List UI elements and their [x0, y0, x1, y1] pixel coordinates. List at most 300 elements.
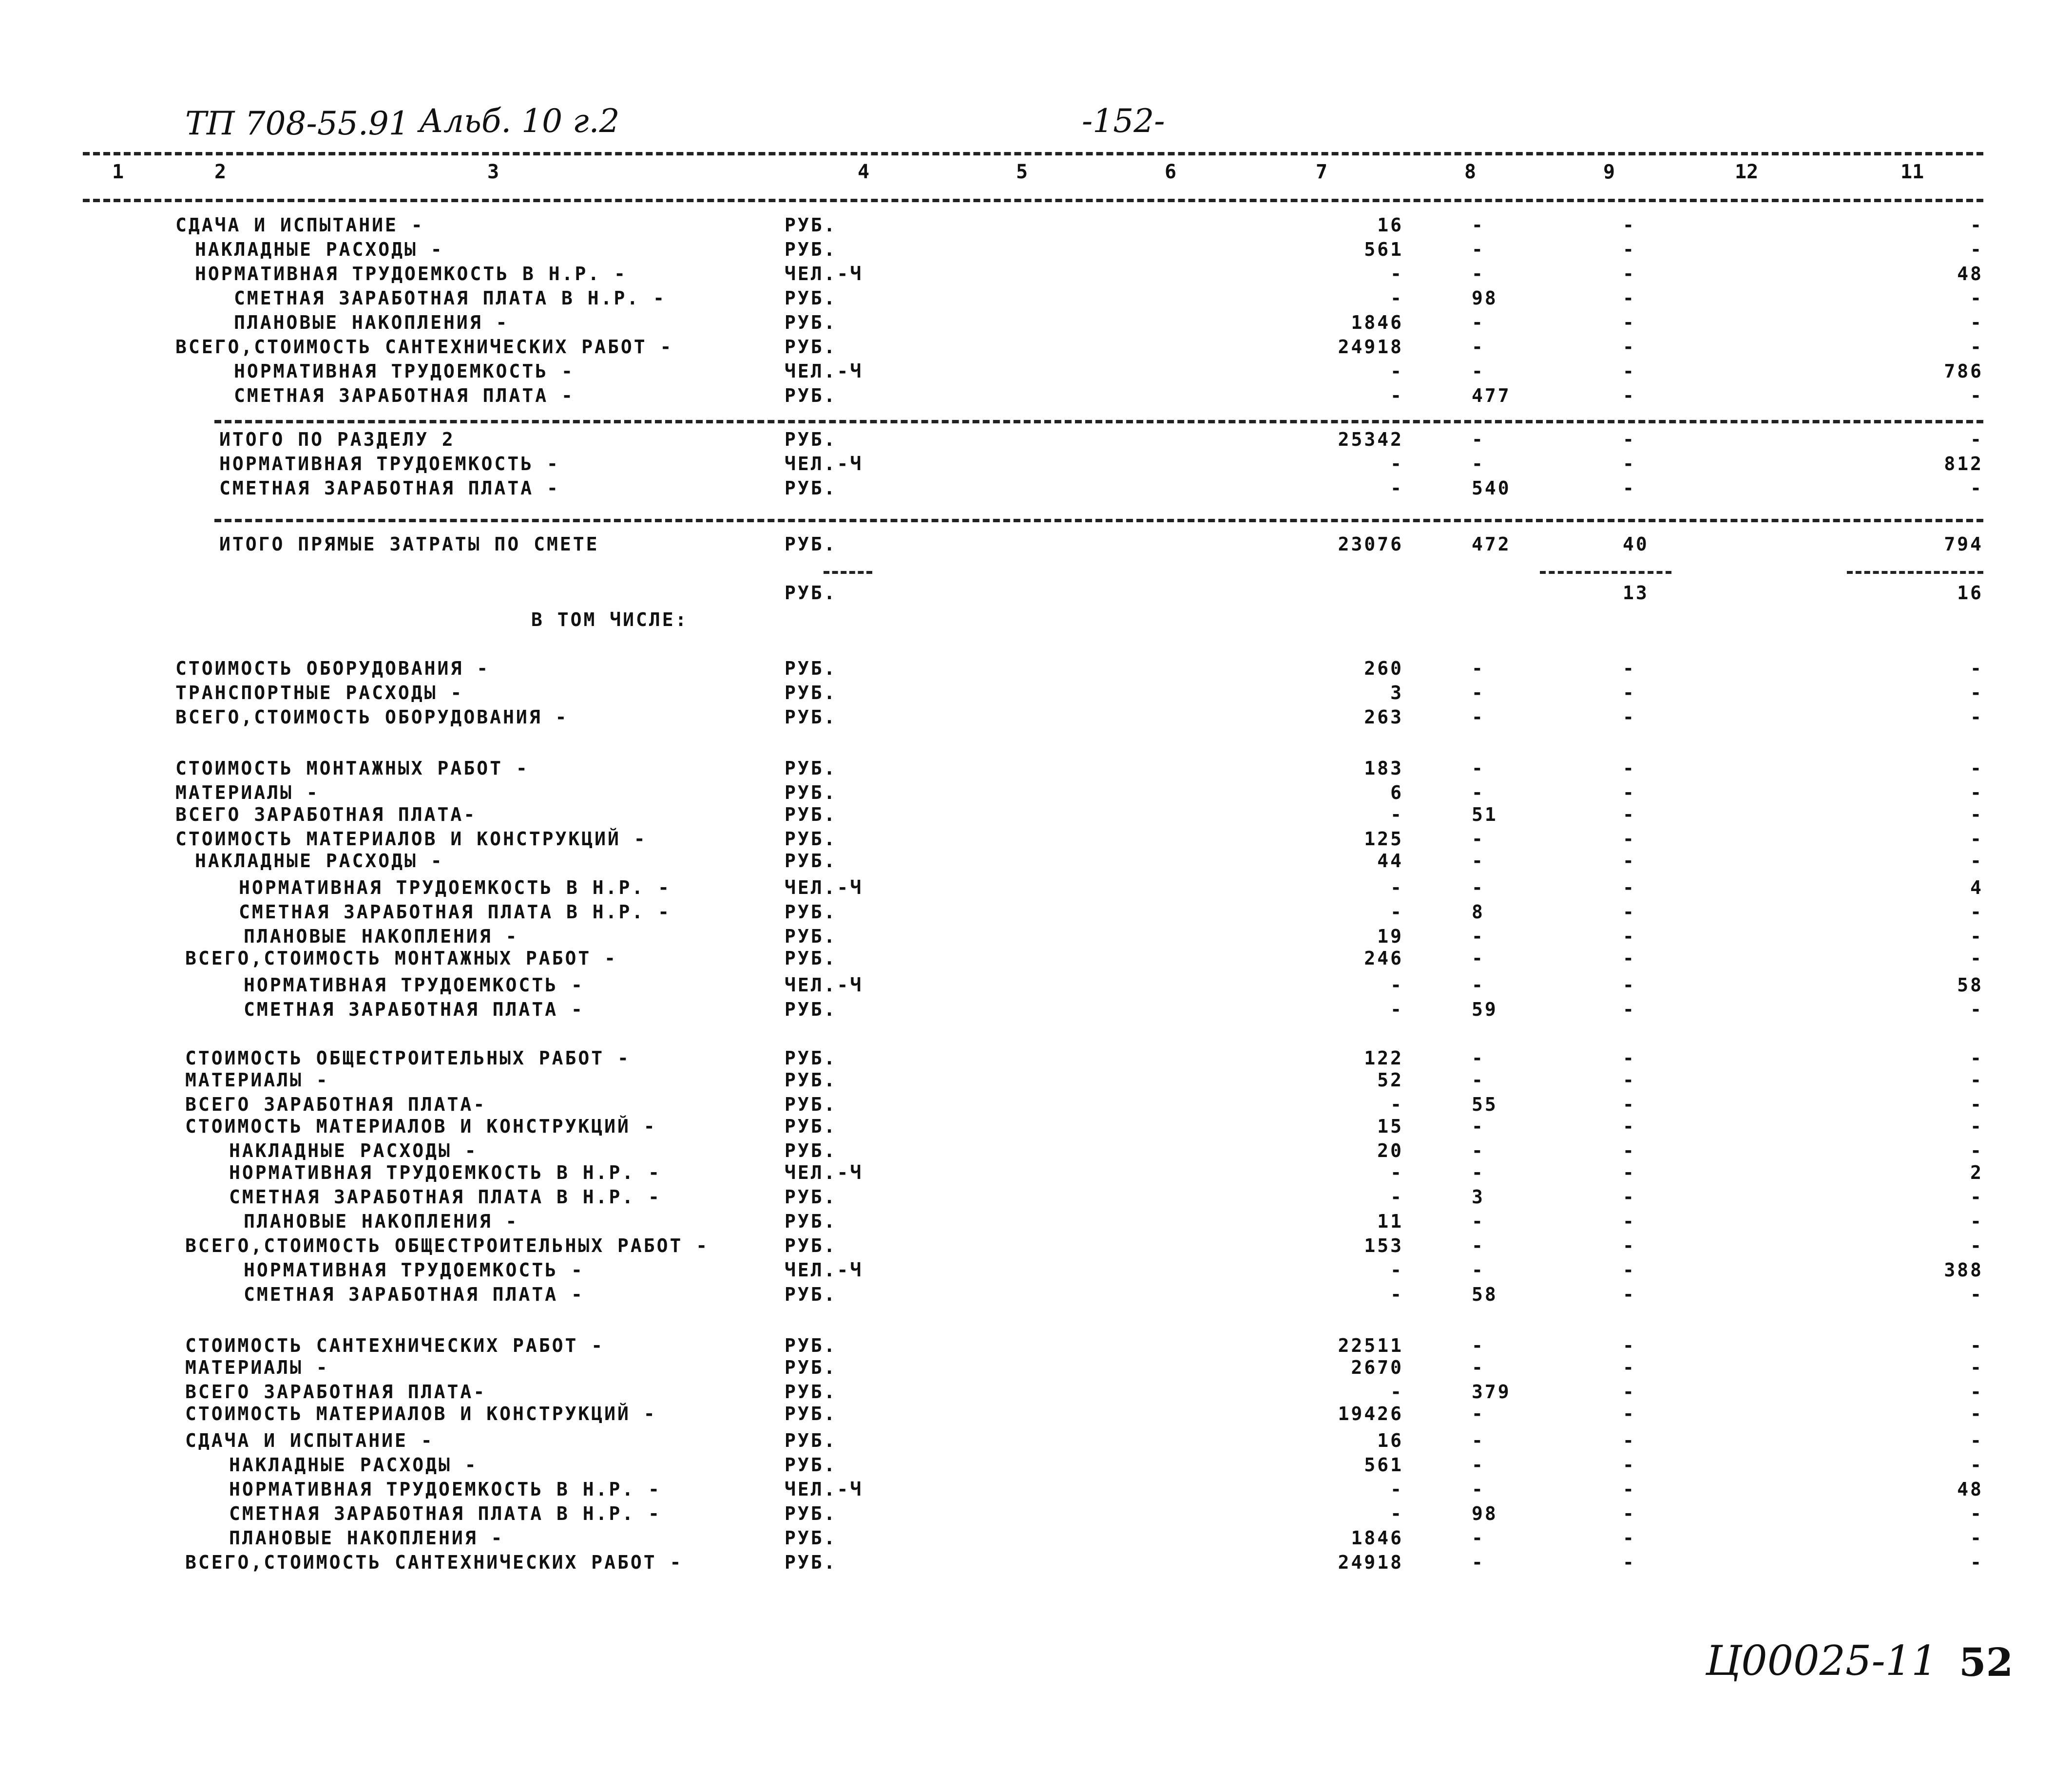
cell-col11: -	[1970, 1186, 1983, 1208]
cell-col7: -	[1390, 1186, 1403, 1208]
cell-col11: -	[1970, 682, 1983, 703]
row-label: В ТОМ ЧИСЛЕ:	[531, 609, 689, 630]
table-row	[0, 1284, 2072, 1308]
row-unit: РУБ.	[785, 706, 837, 728]
row-unit: РУБ.	[785, 1235, 837, 1256]
cell-col7: 6	[1390, 782, 1403, 803]
cell-col7: 15	[1377, 1116, 1403, 1137]
column-number: 8	[1464, 161, 1477, 183]
row-unit: РУБ.	[785, 336, 837, 358]
table-row	[0, 385, 2072, 409]
row-unit: РУБ.	[785, 1381, 837, 1403]
cell-col8: -	[1472, 361, 1485, 382]
cell-col11: -	[1970, 336, 1983, 358]
cell-col7: 44	[1377, 850, 1403, 872]
table-row	[0, 1094, 2072, 1118]
cell-col8: 540	[1472, 477, 1511, 499]
row-label: СМЕТНАЯ ЗАРАБОТНАЯ ПЛАТА -	[219, 477, 560, 499]
row-label: СМЕТНАЯ ЗАРАБОТНАЯ ПЛАТА В Н.Р. -	[229, 1503, 661, 1524]
row-label: ВСЕГО,СТОИМОСТЬ САНТЕХНИЧЕСКИХ РАБОТ -	[175, 336, 673, 358]
cell-col7: 561	[1364, 1454, 1403, 1476]
table-row	[0, 1527, 2072, 1552]
cell-col8: -	[1472, 850, 1485, 872]
cell-col8: -	[1472, 974, 1485, 996]
column-number: 3	[487, 161, 499, 183]
cell-col11: -	[1970, 758, 1983, 779]
row-label: СТОИМОСТЬ МАТЕРИАЛОВ И КОНСТРУКЦИЙ -	[185, 1403, 657, 1424]
row-label: ВСЕГО,СТОИМОСТЬ МОНТАЖНЫХ РАБОТ -	[185, 948, 617, 969]
cell-col8: -	[1472, 1527, 1485, 1549]
row-label: НОРМАТИВНАЯ ТРУДОЕМКОСТЬ В Н.Р. -	[195, 263, 627, 285]
cell-col7: -	[1390, 1381, 1403, 1403]
row-label: СДАЧА И ИСПЫТАНИЕ -	[175, 214, 424, 236]
cell-col7: 1846	[1351, 1527, 1403, 1549]
cell-col11: -	[1970, 706, 1983, 728]
cell-col9: -	[1623, 901, 1636, 923]
cell-col9: -	[1623, 804, 1636, 825]
cell-col9: -	[1623, 782, 1636, 803]
row-unit: РУБ.	[785, 239, 837, 260]
cell-col8: -	[1472, 453, 1485, 474]
cell-col8: -	[1472, 239, 1485, 260]
cell-col9: -	[1623, 1335, 1636, 1356]
cell-col8: 472	[1472, 533, 1511, 555]
cell-col7: -	[1390, 901, 1403, 923]
section-rule-2	[214, 519, 1983, 522]
cell-col9: -	[1623, 1069, 1636, 1091]
cell-col8: -	[1472, 429, 1485, 450]
cell-col9: 40	[1623, 533, 1649, 555]
row-label: ИТОГО ПРЯМЫЕ ЗАТРАТЫ ПО СМЕТЕ	[219, 533, 599, 555]
row-unit: РУБ.	[785, 429, 837, 450]
cell-col7: 19426	[1338, 1403, 1403, 1424]
cell-col7: 183	[1364, 758, 1403, 779]
table-row	[0, 804, 2072, 828]
column-number: 6	[1165, 161, 1177, 183]
cell-col8: -	[1472, 1116, 1485, 1137]
cell-col9: -	[1623, 1235, 1636, 1256]
table-row	[0, 901, 2072, 926]
cell-col11: -	[1970, 1235, 1983, 1256]
row-unit: РУБ.	[785, 682, 837, 703]
row-label: МАТЕРИАЛЫ -	[185, 1357, 329, 1378]
cell-col7: 22511	[1338, 1335, 1403, 1356]
cell-col8: -	[1472, 1430, 1485, 1451]
cell-col8: -	[1472, 1479, 1485, 1500]
cell-col8: -	[1472, 877, 1485, 898]
cell-col9: -	[1623, 999, 1636, 1020]
cell-col7: 11	[1377, 1211, 1403, 1232]
row-label: ТРАНСПОРТНЫЕ РАСХОДЫ -	[175, 682, 464, 703]
cell-col11: -	[1970, 804, 1983, 825]
cell-col7: 263	[1364, 706, 1403, 728]
row-unit: РУБ.	[785, 1284, 837, 1305]
table-row	[0, 1479, 2072, 1503]
cell-col9: -	[1623, 948, 1636, 969]
table-row	[0, 828, 2072, 853]
row-label: НАКЛАДНЫЕ РАСХОДЫ -	[195, 850, 444, 872]
cell-col7: 122	[1364, 1047, 1403, 1069]
cell-col8: 8	[1472, 901, 1485, 923]
row-label: СМЕТНАЯ ЗАРАБОТНАЯ ПЛАТА В Н.Р. -	[234, 287, 666, 309]
row-label: ПЛАНОВЫЕ НАКОПЛЕНИЯ -	[229, 1527, 504, 1549]
table-row	[0, 877, 2072, 901]
table-row	[0, 1357, 2072, 1381]
row-label: ПЛАНОВЫЕ НАКОПЛЕНИЯ -	[244, 1211, 519, 1232]
cell-col7: -	[1390, 974, 1403, 996]
row-label: НАКЛАДНЫЕ РАСХОДЫ -	[229, 1454, 478, 1476]
cell-col11: 4	[1970, 877, 1983, 898]
table-row	[0, 1259, 2072, 1284]
row-unit: РУБ.	[785, 1403, 837, 1424]
cell-col8: -	[1472, 926, 1485, 947]
cell-col9: -	[1623, 453, 1636, 474]
cell-col9: -	[1623, 385, 1636, 406]
cell-col7: 20	[1377, 1140, 1403, 1161]
cell-col7: 125	[1364, 828, 1403, 850]
cell-col11: -	[1970, 1047, 1983, 1069]
subtotal-rule-c11	[1847, 571, 1983, 574]
cell-col8: -	[1472, 1140, 1485, 1161]
album-ref: Альб. 10 г.2	[419, 102, 620, 140]
cell-col9: -	[1623, 1430, 1636, 1451]
column-number: 1	[112, 161, 124, 183]
row-label: ПЛАНОВЫЕ НАКОПЛЕНИЯ -	[234, 312, 509, 333]
cell-col9: -	[1623, 214, 1636, 236]
cell-col8: -	[1472, 828, 1485, 850]
row-unit: РУБ.	[785, 850, 837, 872]
row-label: ИТОГО ПО РАЗДЕЛУ 2	[219, 429, 455, 450]
row-unit: РУБ.	[785, 1116, 837, 1137]
cell-col11: -	[1970, 312, 1983, 333]
cell-col11: -	[1970, 1454, 1983, 1476]
cell-col7: -	[1390, 287, 1403, 309]
cell-col11: -	[1970, 1381, 1983, 1403]
row-unit: РУБ.	[785, 287, 837, 309]
table-row	[0, 477, 2072, 502]
cell-col7: 3	[1390, 682, 1403, 703]
table-row	[0, 287, 2072, 312]
cell-col11: 58	[1957, 974, 1983, 996]
table-row	[0, 1235, 2072, 1259]
header-bottom-rule	[83, 199, 1983, 202]
table-row	[0, 609, 2072, 633]
table-row	[0, 706, 2072, 731]
row-label: СТОИМОСТЬ САНТЕХНИЧЕСКИХ РАБОТ -	[185, 1335, 605, 1356]
table-row	[0, 1430, 2072, 1454]
cell-col11: -	[1970, 850, 1983, 872]
cell-col8: 98	[1472, 1503, 1498, 1524]
cell-col7: 561	[1364, 239, 1403, 260]
row-unit: РУБ.	[785, 312, 837, 333]
cell-col7: -	[1390, 877, 1403, 898]
row-label: ВСЕГО,СТОИМОСТЬ ОБЩЕСТРОИТЕЛЬНЫХ РАБОТ -	[185, 1235, 710, 1256]
cell-col8: -	[1472, 1211, 1485, 1232]
cell-col11: -	[1970, 1527, 1983, 1549]
cell-col8: -	[1472, 1047, 1485, 1069]
column-number: 11	[1900, 161, 1924, 183]
table-row	[0, 658, 2072, 682]
column-number: 9	[1603, 161, 1615, 183]
row-unit: РУБ.	[785, 828, 837, 850]
cell-col9: -	[1623, 361, 1636, 382]
row-label: СМЕТНАЯ ЗАРАБОТНАЯ ПЛАТА -	[244, 999, 584, 1020]
cell-col9: -	[1623, 477, 1636, 499]
column-number: 2	[214, 161, 227, 183]
cell-col7: -	[1390, 1259, 1403, 1281]
cell-col7: 24918	[1338, 336, 1403, 358]
row-unit: ЧЕЛ.-Ч	[785, 453, 863, 474]
cell-col7: 260	[1364, 658, 1403, 679]
cell-col9: -	[1623, 287, 1636, 309]
cell-col9: -	[1623, 1116, 1636, 1137]
cell-col11: -	[1970, 214, 1983, 236]
unit-rule	[824, 571, 872, 574]
row-unit: РУБ.	[785, 804, 837, 825]
table-row	[0, 1186, 2072, 1211]
row-label: МАТЕРИАЛЫ -	[185, 1069, 329, 1091]
table-row	[0, 1381, 2072, 1405]
cell-col7: -	[1390, 385, 1403, 406]
row-unit: РУБ.	[785, 999, 837, 1020]
row-unit: РУБ.	[785, 1140, 837, 1161]
row-label: СТОИМОСТЬ МАТЕРИАЛОВ И КОНСТРУКЦИЙ -	[175, 828, 647, 850]
cell-col7: -	[1390, 1503, 1403, 1524]
table-row	[0, 926, 2072, 950]
cell-col7: -	[1390, 999, 1403, 1020]
cell-col11: -	[1970, 429, 1983, 450]
subtotal-rule-c9	[1540, 571, 1671, 574]
cell-col9: -	[1623, 758, 1636, 779]
table-row	[0, 1454, 2072, 1479]
cell-col8: 51	[1472, 804, 1498, 825]
cell-col9: -	[1623, 877, 1636, 898]
cell-col8: -	[1472, 1069, 1485, 1091]
cell-col9: -	[1623, 1552, 1636, 1573]
row-label: СМЕТНАЯ ЗАРАБОТНАЯ ПЛАТА -	[234, 385, 575, 406]
cell-col11: -	[1970, 1094, 1983, 1115]
cell-col11: -	[1970, 1140, 1983, 1161]
cell-col8: 98	[1472, 287, 1498, 309]
cell-col7: 23076	[1338, 533, 1403, 555]
row-unit: РУБ.	[785, 1454, 837, 1476]
table-row	[0, 429, 2072, 453]
cell-col11: 16	[1957, 582, 1983, 604]
row-unit: РУБ.	[785, 1211, 837, 1232]
cell-col9: -	[1623, 926, 1636, 947]
row-unit: ЧЕЛ.-Ч	[785, 1162, 863, 1183]
row-label: ВСЕГО ЗАРАБОТНАЯ ПЛАТА-	[175, 804, 477, 825]
cell-col11: -	[1970, 828, 1983, 850]
table-row	[0, 263, 2072, 287]
row-label: ВСЕГО,СТОИМОСТЬ ОБОРУДОВАНИЯ -	[175, 706, 569, 728]
row-unit: РУБ.	[785, 1527, 837, 1549]
row-label: СТОИМОСТЬ МОНТАЖНЫХ РАБОТ -	[175, 758, 529, 779]
table-row	[0, 1335, 2072, 1359]
cell-col9: -	[1623, 239, 1636, 260]
row-unit: РУБ.	[785, 782, 837, 803]
table-row	[0, 782, 2072, 806]
cell-col11: -	[1970, 239, 1983, 260]
cell-col7: -	[1390, 1162, 1403, 1183]
row-unit: РУБ.	[785, 1335, 837, 1356]
cell-col7: -	[1390, 477, 1403, 499]
cell-col7: 1846	[1351, 312, 1403, 333]
cell-col8: 58	[1472, 1284, 1498, 1305]
cell-col9: -	[1623, 1527, 1636, 1549]
cell-col8: 379	[1472, 1381, 1511, 1403]
cell-col9: -	[1623, 850, 1636, 872]
cell-col8: 477	[1472, 385, 1511, 406]
table-row	[0, 1503, 2072, 1527]
table-row	[0, 682, 2072, 706]
row-unit: РУБ.	[785, 1430, 837, 1451]
cell-col11: -	[1970, 1503, 1983, 1524]
cell-col7: -	[1390, 361, 1403, 382]
cell-col7: -	[1390, 263, 1403, 285]
cell-col9: -	[1623, 429, 1636, 450]
row-label: СТОИМОСТЬ МАТЕРИАЛОВ И КОНСТРУКЦИЙ -	[185, 1116, 657, 1137]
row-unit: РУБ.	[785, 926, 837, 947]
table-row	[0, 1069, 2072, 1094]
cell-col8: -	[1472, 1454, 1485, 1476]
row-label: СТОИМОСТЬ ОБОРУДОВАНИЯ -	[175, 658, 490, 679]
table-row	[0, 214, 2072, 239]
cell-col8: -	[1472, 1335, 1485, 1356]
cell-col7: 25342	[1338, 429, 1403, 450]
cell-col11: -	[1970, 1284, 1983, 1305]
cell-col11: -	[1970, 999, 1983, 1020]
cell-col8: -	[1472, 682, 1485, 703]
cell-col9: -	[1623, 1479, 1636, 1500]
cell-col9: -	[1623, 658, 1636, 679]
cell-col7: 19	[1377, 926, 1403, 947]
cell-col7: 153	[1364, 1235, 1403, 1256]
cell-col9: -	[1623, 1162, 1636, 1183]
cell-col9: -	[1623, 1259, 1636, 1281]
cell-col9: -	[1623, 828, 1636, 850]
table-row	[0, 999, 2072, 1023]
row-label: СМЕТНАЯ ЗАРАБОТНАЯ ПЛАТА В Н.Р. -	[229, 1186, 661, 1208]
cell-col8: -	[1472, 263, 1485, 285]
cell-col9: 13	[1623, 582, 1649, 604]
table-row	[0, 1211, 2072, 1235]
row-unit: ЧЕЛ.-Ч	[785, 1479, 863, 1500]
row-unit: РУБ.	[785, 1552, 837, 1573]
cell-col11: -	[1970, 1552, 1983, 1573]
cell-col8: -	[1472, 1235, 1485, 1256]
cell-col8: -	[1472, 336, 1485, 358]
table-row	[0, 361, 2072, 385]
cell-col11: 388	[1944, 1259, 1983, 1281]
table-row	[0, 453, 2072, 477]
cell-col9: -	[1623, 1381, 1636, 1403]
cell-col7: 16	[1377, 214, 1403, 236]
row-label: ВСЕГО,СТОИМОСТЬ САНТЕХНИЧЕСКИХ РАБОТ -	[185, 1552, 683, 1573]
row-unit: ЧЕЛ.-Ч	[785, 361, 863, 382]
row-unit: РУБ.	[785, 1357, 837, 1378]
cell-col7: -	[1390, 804, 1403, 825]
cell-col11: 2	[1970, 1162, 1983, 1183]
column-number: 5	[1016, 161, 1028, 183]
row-label: НОРМАТИВНАЯ ТРУДОЕМКОСТЬ В Н.Р. -	[229, 1162, 661, 1183]
cell-col8: -	[1472, 758, 1485, 779]
cell-col8: -	[1472, 658, 1485, 679]
cell-col11: -	[1970, 901, 1983, 923]
table-row	[0, 533, 2072, 558]
cell-col8: 55	[1472, 1094, 1498, 1115]
cell-col11: -	[1970, 926, 1983, 947]
cell-col11: -	[1970, 477, 1983, 499]
cell-col11: 786	[1944, 361, 1983, 382]
cell-col11: -	[1970, 385, 1983, 406]
cell-col9: -	[1623, 706, 1636, 728]
cell-col8: 59	[1472, 999, 1498, 1020]
cell-col7: 2670	[1351, 1357, 1403, 1378]
cell-col9: -	[1623, 312, 1636, 333]
cell-col11: 48	[1957, 263, 1983, 285]
row-unit: РУБ.	[785, 214, 837, 236]
row-label: СМЕТНАЯ ЗАРАБОТНАЯ ПЛАТА В Н.Р. -	[239, 901, 671, 923]
table-row	[0, 1162, 2072, 1186]
row-label: НОРМАТИВНАЯ ТРУДОЕМКОСТЬ -	[244, 1259, 584, 1281]
cell-col8: -	[1472, 706, 1485, 728]
cell-col11: -	[1970, 658, 1983, 679]
cell-col8: -	[1472, 948, 1485, 969]
cell-col11: -	[1970, 1403, 1983, 1424]
table-row	[0, 312, 2072, 336]
cell-col7: -	[1390, 453, 1403, 474]
row-label: ВСЕГО ЗАРАБОТНАЯ ПЛАТА-	[185, 1094, 487, 1115]
row-unit: ЧЕЛ.-Ч	[785, 877, 863, 898]
cell-col11: -	[1970, 287, 1983, 309]
cell-col11: -	[1970, 782, 1983, 803]
cell-col7: 24918	[1338, 1552, 1403, 1573]
cell-col7: -	[1390, 1479, 1403, 1500]
cell-col9: -	[1623, 1094, 1636, 1115]
cell-col11: 48	[1957, 1479, 1983, 1500]
cell-col11: -	[1970, 1357, 1983, 1378]
cell-col8: -	[1472, 1357, 1485, 1378]
row-unit: ЧЕЛ.-Ч	[785, 1259, 863, 1281]
row-unit: ЧЕЛ.-Ч	[785, 974, 863, 996]
row-label: НОРМАТИВНАЯ ТРУДОЕМКОСТЬ -	[234, 361, 575, 382]
row-label: НОРМАТИВНАЯ ТРУДОЕМКОСТЬ В Н.Р. -	[229, 1479, 661, 1500]
page-number: -152-	[1082, 102, 1165, 140]
row-unit: РУБ.	[785, 1094, 837, 1115]
doc-id: Ц00025-11	[1706, 1637, 1938, 1685]
column-number: 7	[1316, 161, 1328, 183]
cell-col11: -	[1970, 1211, 1983, 1232]
row-label: НОРМАТИВНАЯ ТРУДОЕМКОСТЬ В Н.Р. -	[239, 877, 671, 898]
row-label: ПЛАНОВЫЕ НАКОПЛЕНИЯ -	[244, 926, 519, 947]
table-row	[0, 1403, 2072, 1427]
row-unit: РУБ.	[785, 1186, 837, 1208]
section-rule-1	[214, 420, 1983, 423]
cell-col11: 812	[1944, 453, 1983, 474]
cell-col11: -	[1970, 1069, 1983, 1091]
table-row	[0, 1047, 2072, 1072]
row-unit: ЧЕЛ.-Ч	[785, 263, 863, 285]
table-row	[0, 1116, 2072, 1140]
cell-col11: -	[1970, 948, 1983, 969]
cell-col9: -	[1623, 1211, 1636, 1232]
cell-col8: -	[1472, 782, 1485, 803]
cell-col7: 246	[1364, 948, 1403, 969]
cell-col8: -	[1472, 214, 1485, 236]
cell-col7: 52	[1377, 1069, 1403, 1091]
table-row	[0, 850, 2072, 874]
